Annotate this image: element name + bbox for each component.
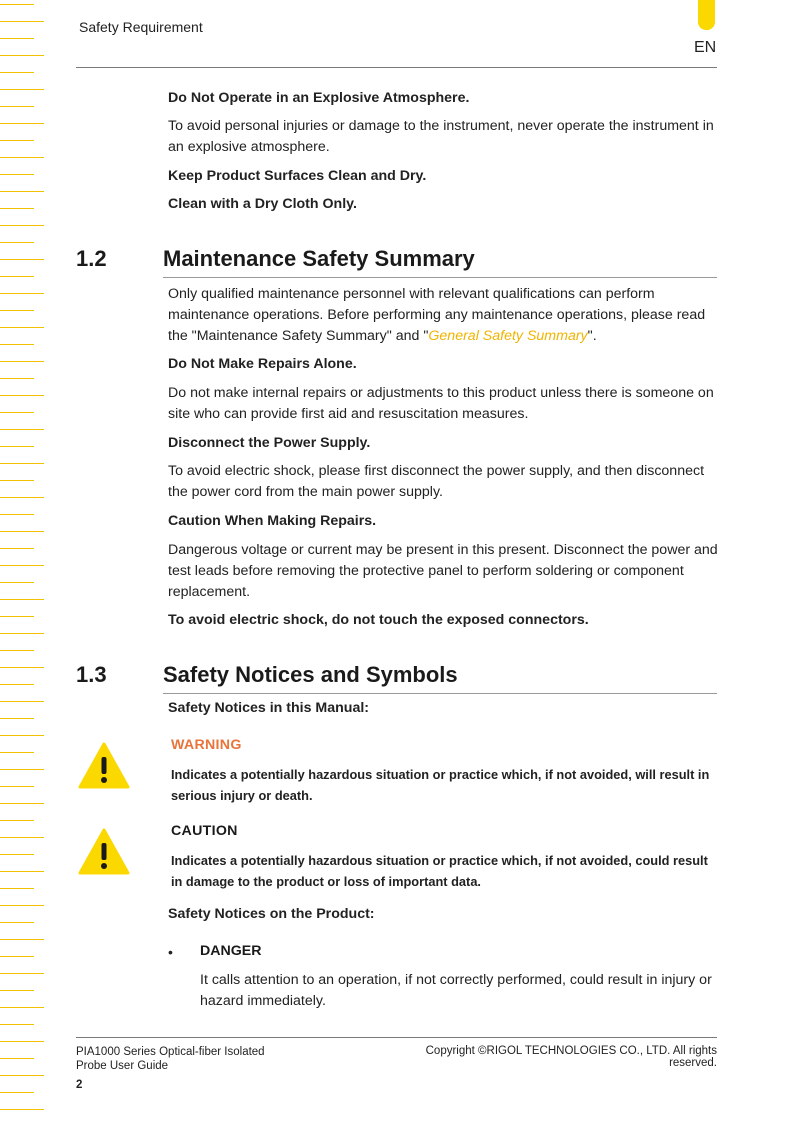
keep-clean-heading: Keep Product Surfaces Clean and Dry. (168, 168, 427, 184)
ruler-tick (0, 497, 44, 498)
repairs-alone-text: Do not make internal repairs or adjustments to this product unless there is someone on site who can provide first aid and resuscitation measures. (168, 385, 714, 422)
ruler-tick (0, 888, 34, 889)
ruler-tick (0, 514, 34, 515)
ruler-tick (0, 106, 34, 107)
page-edge-ruler (0, 0, 46, 1122)
language-label: EN (694, 39, 717, 56)
ruler-tick (0, 973, 44, 974)
ruler-tick (0, 1109, 44, 1110)
exposed-connectors-warning: To avoid electric shock, do not touch the exposed connectors. (168, 612, 589, 628)
ruler-tick (0, 769, 44, 770)
ruler-tick (0, 293, 44, 294)
ruler-tick (0, 191, 44, 192)
ruler-tick (0, 310, 34, 311)
ruler-tick (0, 1058, 34, 1059)
warning-label: WARNING (171, 737, 242, 753)
ruler-tick (0, 89, 44, 90)
ruler-tick (0, 582, 34, 583)
caution-repairs-heading: Caution When Making Repairs. (168, 513, 377, 529)
ruler-tick (0, 1007, 44, 1008)
ruler-tick (0, 616, 34, 617)
product-notices-heading: Safety Notices on the Product: (168, 906, 375, 922)
ruler-tick (0, 1075, 44, 1076)
dry-cloth-heading: Clean with a Dry Cloth Only. (168, 196, 357, 212)
caution-repairs-text: Dangerous voltage or current may be present in this present. Disconnect the power and test leads before removing the protective panel to perform soldering or component replacement. (168, 542, 718, 600)
ruler-tick (0, 650, 34, 651)
maintenance-intro-text: Only qualified maintenance personnel with relevant qualifications can perform maintenance operations. Before performing any maintenance operations, please read the "Maintenance Safety Summary" and " (168, 286, 706, 344)
ruler-tick (0, 140, 34, 141)
section-1-2-number: 1.2 (76, 246, 107, 271)
explosive-atmosphere-text: To avoid personal injuries or damage to the instrument, never operate the instrument in an explosive atmosphere. (168, 118, 714, 155)
ruler-tick (0, 633, 44, 634)
ruler-tick (0, 157, 44, 158)
danger-label: DANGER (200, 943, 262, 959)
ruler-tick (0, 837, 44, 838)
ruler-tick (0, 531, 44, 532)
ruler-tick (0, 1024, 34, 1025)
section-1-2-title: Maintenance Safety Summary (163, 246, 475, 271)
section-1-3-title: Safety Notices and Symbols (163, 662, 458, 687)
maintenance-intro-end: ". (587, 328, 597, 344)
disconnect-power-heading: Disconnect the Power Supply. (168, 435, 371, 451)
ruler-tick (0, 786, 34, 787)
section-1-3-number: 1.3 (76, 662, 107, 687)
repairs-alone-heading: Do Not Make Repairs Alone. (168, 356, 357, 372)
ruler-tick (0, 939, 44, 940)
ruler-tick (0, 242, 34, 243)
ruler-tick (0, 922, 34, 923)
header-divider (76, 67, 717, 68)
ruler-tick (0, 463, 44, 464)
ruler-tick (0, 1041, 44, 1042)
ruler-tick (0, 548, 34, 549)
danger-description: It calls attention to an operation, if not correctly performed, could result in injury or hazard immediately. (200, 972, 712, 1009)
caution-description: Indicates a potentially hazardous situation or practice which, if not avoided, could result in damage to the product or loss of important data. (171, 853, 708, 889)
ruler-tick (0, 905, 44, 906)
ruler-tick (0, 752, 34, 753)
footer-document-title (76, 1045, 265, 1073)
caution-triangle-icon (78, 828, 130, 876)
ruler-tick (0, 276, 34, 277)
ruler-tick (0, 565, 44, 566)
ruler-tick (0, 718, 34, 719)
ruler-tick (0, 684, 34, 685)
ruler-tick (0, 378, 34, 379)
ruler-tick (0, 990, 34, 991)
ruler-tick (0, 803, 44, 804)
ruler-tick (0, 72, 34, 73)
page-number: 2 (76, 1079, 83, 1091)
ruler-tick (0, 21, 44, 22)
caution-label: CAUTION (171, 823, 238, 839)
warning-description: Indicates a potentially hazardous situation or practice which, if not avoided, will result in serious injury or death. (171, 767, 710, 803)
ruler-tick (0, 701, 44, 702)
ruler-tick (0, 412, 34, 413)
danger-bullet: • (168, 944, 173, 960)
manual-notices-heading: Safety Notices in this Manual: (168, 700, 370, 716)
ruler-tick (0, 225, 44, 226)
ruler-tick (0, 871, 44, 872)
ruler-tick (0, 956, 34, 957)
ruler-tick (0, 4, 34, 5)
section-1-3-rule (163, 693, 717, 694)
ruler-tick (0, 820, 34, 821)
section-1-2-rule (163, 277, 717, 278)
footer-copyright: Copyright ©RIGOL TECHNOLOGIES CO., LTD. All rights reserved. (425, 1045, 717, 1069)
warning-triangle-icon (78, 742, 130, 790)
ruler-tick (0, 480, 34, 481)
footer-doc-line-2: Probe User Guide (76, 1060, 169, 1072)
ruler-tick (0, 854, 34, 855)
explosive-atmosphere-heading: Do Not Operate in an Explosive Atmosphere. (168, 90, 470, 106)
ruler-tick (0, 259, 44, 260)
running-header-title: Safety Requirement (79, 19, 203, 35)
ruler-tick (0, 208, 34, 209)
ruler-tick (0, 395, 44, 396)
language-tab (698, 0, 715, 30)
ruler-tick (0, 174, 34, 175)
ruler-tick (0, 429, 44, 430)
maintenance-intro (168, 284, 724, 347)
ruler-tick (0, 446, 34, 447)
ruler-tick (0, 123, 44, 124)
footer-doc-line-1: PIA1000 Series Optical-fiber Isolated (76, 1046, 265, 1058)
ruler-tick (0, 735, 44, 736)
ruler-tick (0, 667, 44, 668)
ruler-tick (0, 1092, 34, 1093)
ruler-tick (0, 55, 44, 56)
ruler-tick (0, 327, 44, 328)
ruler-tick (0, 344, 34, 345)
disconnect-power-text: To avoid electric shock, please first disconnect the power supply, and then disconnect the power cord from the main power supply. (168, 463, 705, 500)
general-safety-summary-link[interactable]: General Safety Summary (428, 328, 588, 344)
ruler-tick (0, 38, 34, 39)
ruler-tick (0, 599, 44, 600)
footer-divider (76, 1037, 717, 1038)
ruler-tick (0, 361, 44, 362)
